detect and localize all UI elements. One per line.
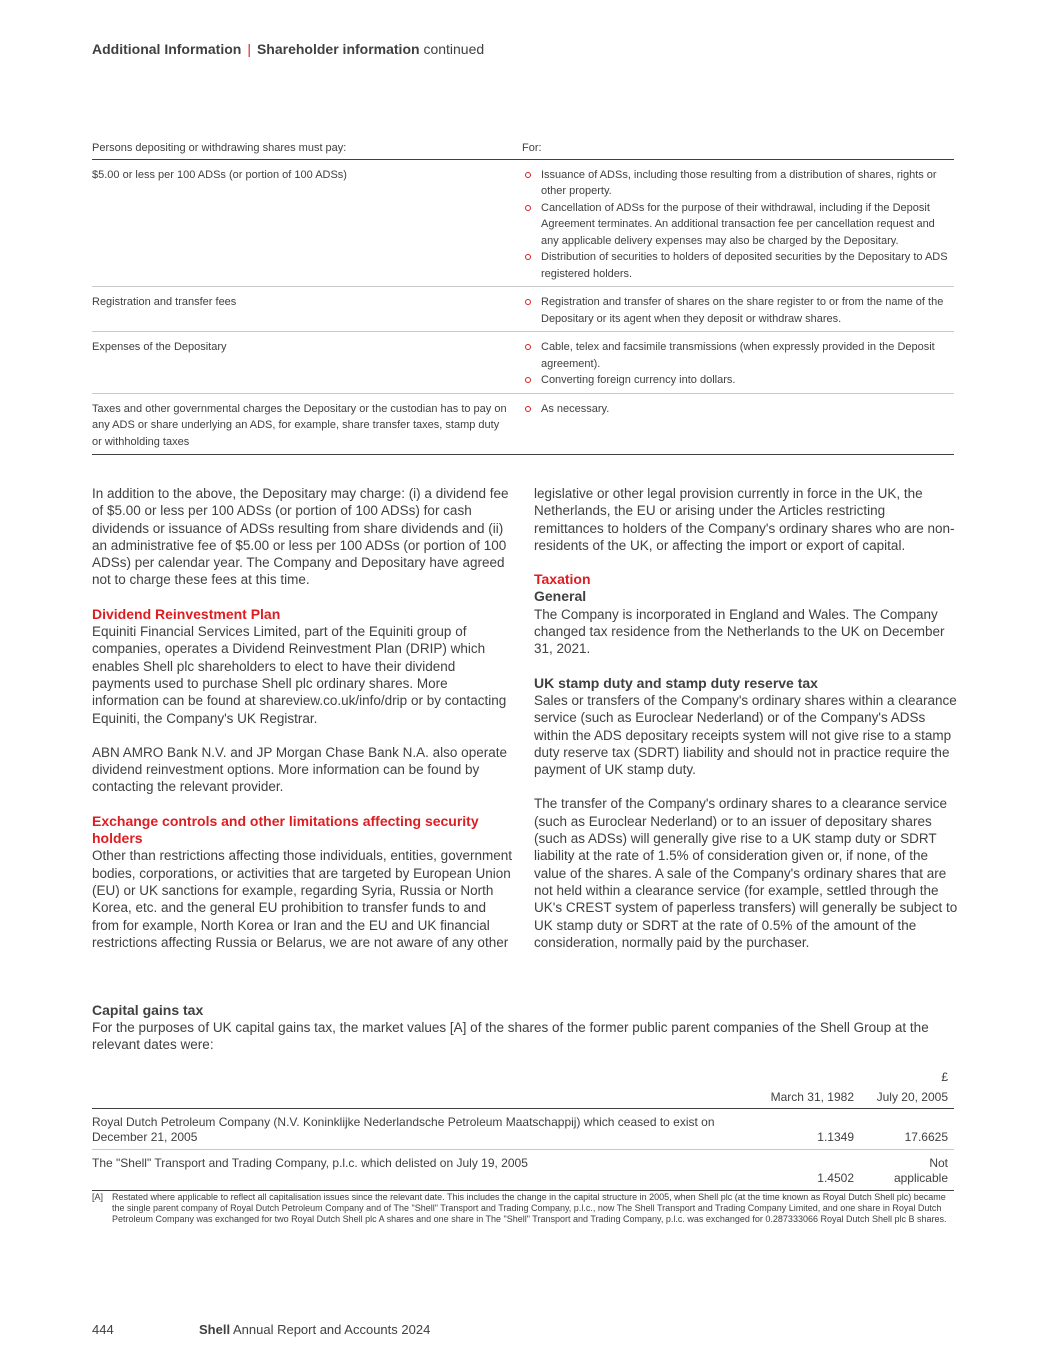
fee-table-col1-header: Persons depositing or withdrawing shares must pay: [92,142,347,154]
fee-description: Taxes and other governmental charges the Depositary or the custodian has to pay on any ADS or share underlying an ADS, for example, share transfer taxes, stamp duty or withholding taxes [92,402,507,448]
general-paragraph: The Company is incorporated in England and Wales. The Company changed tax residence from the Netherlands to the UK on December 31, 2021. [534,606,945,657]
drip-heading: Dividend Reinvestment Plan [92,605,281,622]
header-suffix: continued [423,41,485,57]
fee-table-header [92,140,954,160]
col-header-2005: July 20, 2005 [876,1090,948,1104]
right-text-column [534,485,958,968]
value-2005: 17.6625 [904,1130,948,1144]
currency-label: £ [941,1070,948,1084]
drip-paragraph: Equiniti Financial Services Limited, part of the Equiniti group of companies, operates a Dividend Reinvestment Plan (DRIP) which enables Shell plc shareholders to elect to have their dividend payments used to purchase Shell plc ordinary shares. More information can be found at shareview.co.uk/info/drip or by contacting Equiniti, the Company's UK Registrar. [92,624,507,726]
fee-description: $5.00 or less per 100 ADSs (or portion of 100 ADSs) [92,168,347,181]
depositary-fee-table [92,140,954,455]
company-name: Royal Dutch Petroleum Company (N.V. Koninklijke Nederlandsche Petroleum Maatschappij) which ceased to exist on December 21, 2005 [92,1114,715,1144]
depositary-charges-paragraph: In addition to the above, the Depositary may charge: (i) a dividend fee of $5.00 or less per 100 ADSs (or portion of 100 ADSs) for cash dividends or issuance of ADSs resulting from share dividends and (ii) an administrative fee of $5.00 or less per 100 ADSs (or portion of 100 ADSs) per calendar year. The Company and Depositary have agreed not to charge these fees at this time. [92,486,509,588]
value-1982: 1.1349 [817,1130,854,1144]
header-page-title: Shareholder information [256,41,420,57]
footer-brand: Shell [199,1322,231,1337]
capital-gains-section [92,1002,954,1054]
table-row [92,1109,954,1150]
exchange-controls-continued: legislative or other legal provision currently in force in the UK, the Netherlands, the EU or arising under the Articles restricting remittances to holders of the Company's ordinary shares who are non-residents of the UK, or affecting the import or export of capital. [534,486,955,553]
capital-gains-intro: For the purposes of UK capital gains tax, the market values [A] of the shares of the former public parent companies of the Shell Group at the relevant dates were: [92,1020,929,1053]
fee-item: Issuance of ADSs, including those resulting from a distribution of shares, rights or other property. [522,167,954,200]
stamp-duty-heading: UK stamp duty and stamp duty reserve tax [534,674,818,691]
capital-gains-table [92,1070,954,1191]
taxation-heading: Taxation [534,571,591,588]
fee-description: Expenses of the Depositary [92,341,227,353]
drip-providers-paragraph: ABN AMRO Bank N.V. and JP Morgan Chase Bank N.A. also operate dividend reinvestment options. More information can be found by contacting the relevant provider. [92,744,507,795]
footnote-text: Restated where applicable to reflect all capitalisation issues since the relevant date. This includes the change in the capital structure in 2005, when Shell plc (at the time known as Royal Dutch Shell plc) became the single parent company of Royal Dutch Petroleum Company and of The "Shell" Transport and Trading Company, p.l.c., now The Shell Transport and Trading Company Limited, and one share in Royal Dutch Petroleum Company was exchanged for two Royal Dutch Shell plc A shares and one share in The "Shell" Transport and Trading Company, p.l.c. was exchanged for 0.287333066 Royal Dutch Shell plc B shares. [112,1192,947,1224]
exchange-controls-heading: Exchange controls and other limitations affecting security holders [92,812,479,847]
table-row [92,1150,954,1191]
page-footer [92,1322,430,1337]
fee-item: As necessary. [522,401,954,418]
exchange-controls-paragraph: Other than restrictions affecting those individuals, entities, government bodies, corporations, or activities that are targeted by European Union (EU) or UK sanctions for example, regarding Syria, Russia or North Korea, etc. and the general EU prohibition to transfer funds to and from for example, North Korea or Iran and the EU and UK financial restrictions affecting Russia or Belarus, we are not aware of any other [92,848,512,950]
header-section: Additional Information [92,41,242,57]
footnote-marker: [A] [92,1192,104,1202]
fee-item: Registration and transfer of shares on the share register to or from the name of the Depositary or its agent when they deposit or withdraw shares. [522,294,954,327]
value-1982: 1.4502 [817,1171,854,1185]
page-number: 444 [92,1322,114,1337]
general-heading: General [534,588,587,605]
footer-report-title: Annual Report and Accounts 2024 [232,1322,431,1337]
fee-item: Cancellation of ADSs for the purpose of their withdrawal, including if the Deposit Agreement terminates. An additional transaction fee per cancellation request and any applicable delivery expenses may also be charged by the Depositary. [522,200,954,250]
page-header [92,41,484,57]
fee-item: Cable, telex and facsimile transmissions (when expressly provided in the Deposit agreement). [522,339,954,372]
capital-gains-header-row [92,1090,954,1109]
fee-row [92,160,954,288]
fee-description: Registration and transfer fees [92,296,237,308]
footnote [92,1192,954,1225]
company-name: The "Shell" Transport and Trading Company, p.l.c. which delisted on July 19, 2005 [92,1155,528,1170]
fee-item: Distribution of securities to holders of deposited securities by the Depositary to ADS registered holders. [522,249,954,282]
fee-row [92,287,954,332]
value-2005: Not applicable [893,1155,948,1185]
fee-item: Converting foreign currency into dollars. [522,372,954,389]
col-header-1982: March 31, 1982 [770,1090,854,1104]
fee-row [92,394,954,456]
fee-table-col2-header: For: [522,142,542,154]
fee-row [92,332,954,394]
capital-gains-heading: Capital gains tax [92,1002,204,1018]
stamp-duty-paragraph: Sales or transfers of the Company's ordinary shares within a clearance service (such as Euroclear Nederland) or of the Company's ADSs within the ADS depositary receipts system will not give rise to a stamp duty reserve tax (SDRT) liability and should not in practice require the payment of UK stamp duty. [534,692,957,778]
left-text-column [92,485,516,968]
header-separator: | [247,41,251,57]
stamp-duty-transfer-paragraph: The transfer of the Company's ordinary shares to a clearance service (such as Euroclear Nederland) or to an issuer of depositary shares (such as ADSs) will generally give rise to a UK stamp duty or SDRT liability at the rate of 1.5% of consideration given or, if none, of the value of the shares. A sale of the Company's ordinary shares that are not held within a clearance service (for example, settled through the UK's CREST system of paperless transfers) will generally be subject to UK stamp duty or SDRT at the rate of 0.5% of the amount of the consideration, normally paid by the purchaser. [534,796,958,950]
